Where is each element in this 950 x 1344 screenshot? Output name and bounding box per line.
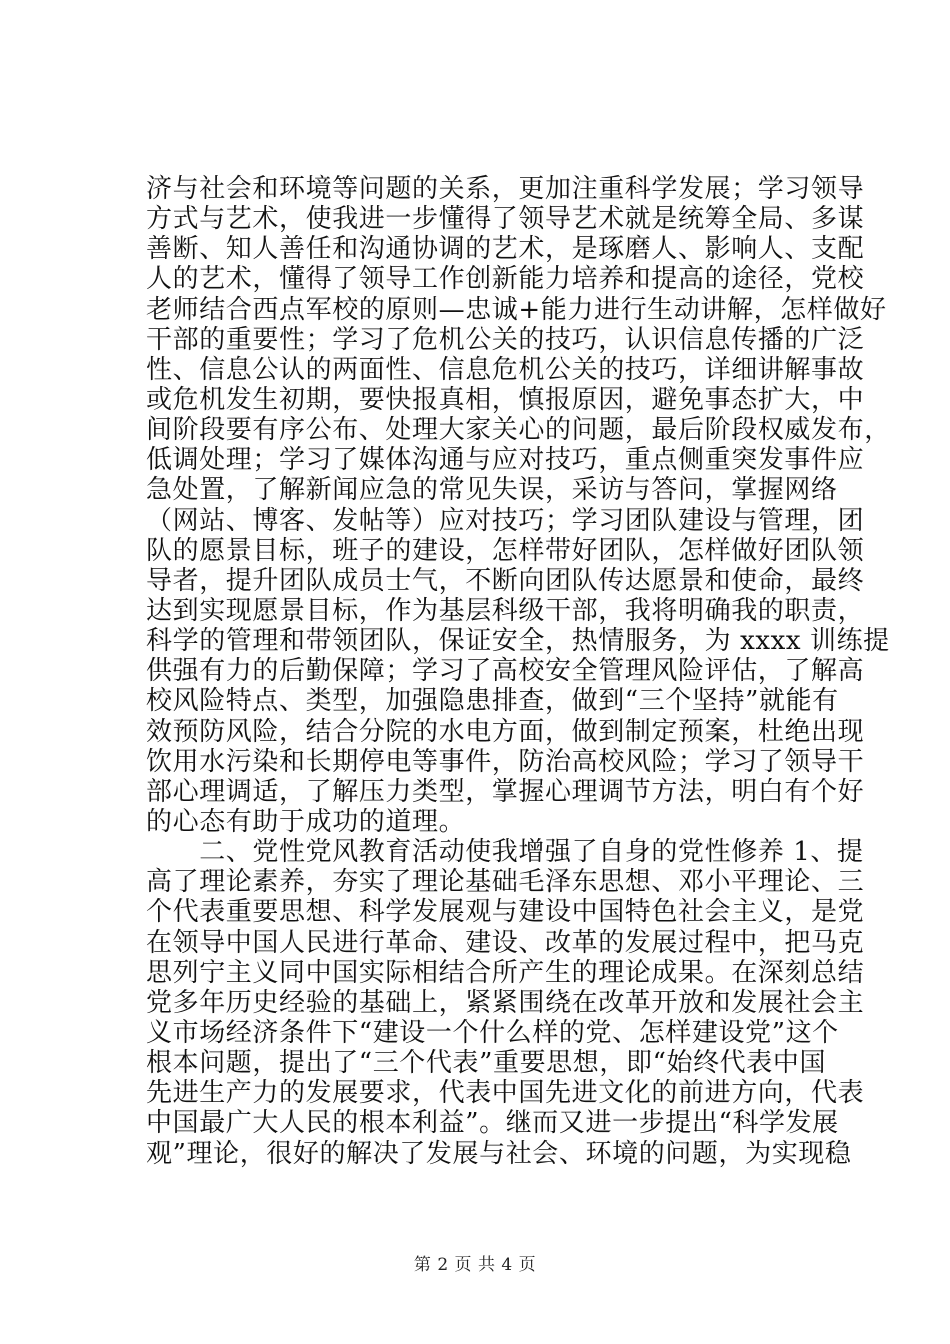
text-line: 急处置，了解新闻应急的常见失误，采访与答问，掌握网络 — [146, 475, 838, 506]
text-line: 二、党性党风教育活动使我增强了自身的党性修养 1、提 — [146, 837, 864, 868]
text-line: 部心理调适，了解压力类型，掌握心理调节方法，明白有个好 — [146, 776, 865, 807]
text-line: 方式与艺术，使我进一步懂得了领导艺术就是统筹全局、多谋 — [146, 204, 865, 235]
text-line: 个代表重要思想、科学发展观与建设中国特色社会主义，是党 — [146, 897, 865, 928]
document-body — [146, 174, 891, 1169]
text-line: 或危机发生初期，要快报真相，慎报原因，避免事态扩大，中 — [146, 384, 865, 415]
text-line: 在领导中国人民进行革命、建设、改革的发展过程中，把马克 — [146, 927, 865, 958]
text-line: 党多年历史经验的基础上，紧紧围绕在改革开放和发展社会主 — [146, 987, 865, 1018]
text-line: 观”理论，很好的解决了发展与社会、环境的问题，为实现稳 — [146, 1138, 852, 1169]
text-line: 济与社会和环境等问题的关系，更加注重科学发展；学习领导 — [146, 174, 865, 204]
text-line: 高了理论素养，夯实了理论基础毛泽东思想、邓小平理论、三 — [146, 867, 865, 898]
text-line: 导者，提升团队成员士气，不断向团队传达愿景和使命，最终 — [146, 565, 865, 596]
text-line: 低调处理；学习了媒体沟通与应对技巧，重点侧重突发事件应 — [146, 445, 865, 476]
text-line: 义市场经济条件下“建设一个什么样的党、怎样建设党”这个 — [146, 1017, 839, 1048]
text-line: 善断、知人善任和沟通协调的艺术，是琢磨人、影响人、支配 — [146, 234, 865, 265]
page-number-footer: 第 2 页 共 4 页 — [413, 1255, 537, 1275]
text-line: 供强有力的后勤保障；学习了高校安全管理风险评估，了解高 — [146, 656, 865, 687]
text-line: 思列宁主义同中国实际相结合所产生的理论成果。在深刻总结 — [146, 957, 865, 988]
text-line: 老师结合西点军校的原则—忠诚+能力进行生动讲解，怎样做好 — [146, 294, 887, 325]
text-line: 效预防风险，结合分院的水电方面，做到制定预案，杜绝出现 — [146, 716, 865, 747]
text-line: 性、信息公认的两面性、信息危机公关的技巧，详细讲解事故 — [146, 354, 865, 385]
text-line: 先进生产力的发展要求，代表中国先进文化的前进方向，代表 — [146, 1078, 865, 1109]
text-line: 的心态有助于成功的道理。 — [146, 806, 466, 837]
text-line: 队的愿景目标，班子的建设，怎样带好团队，怎样做好团队领 — [146, 535, 865, 566]
text-line: 饮用水污染和长期停电等事件，防治高校风险；学习了领导干 — [146, 746, 865, 777]
text-line: 根本问题，提出了“三个代表”重要思想，即“始终代表中国 — [146, 1048, 827, 1079]
text-line: 达到实现愿景目标，作为基层科级干部，我将明确我的职责， — [146, 595, 865, 626]
text-line: 校风险特点、类型，加强隐患排查，做到“三个坚持”就能有 — [146, 686, 839, 717]
text-line: （网站、博客、发帖等）应对技巧；学习团队建设与管理，团 — [146, 505, 865, 536]
text-line: 科学的管理和带领团队，保证安全，热情服务，为 xxxx 训练提 — [146, 626, 890, 657]
text-line: 间阶段要有序公布、处理大家关心的问题，最后阶段权威发布， — [146, 415, 891, 446]
text-line: 人的艺术，懂得了领导工作创新能力培养和提高的途径，党校 — [146, 264, 865, 295]
text-line: 中国最广大人民的根本利益”。继而又进一步提出“科学发展 — [146, 1108, 839, 1139]
text-line: 干部的重要性；学习了危机公关的技巧，认识信息传播的广泛 — [146, 324, 865, 355]
